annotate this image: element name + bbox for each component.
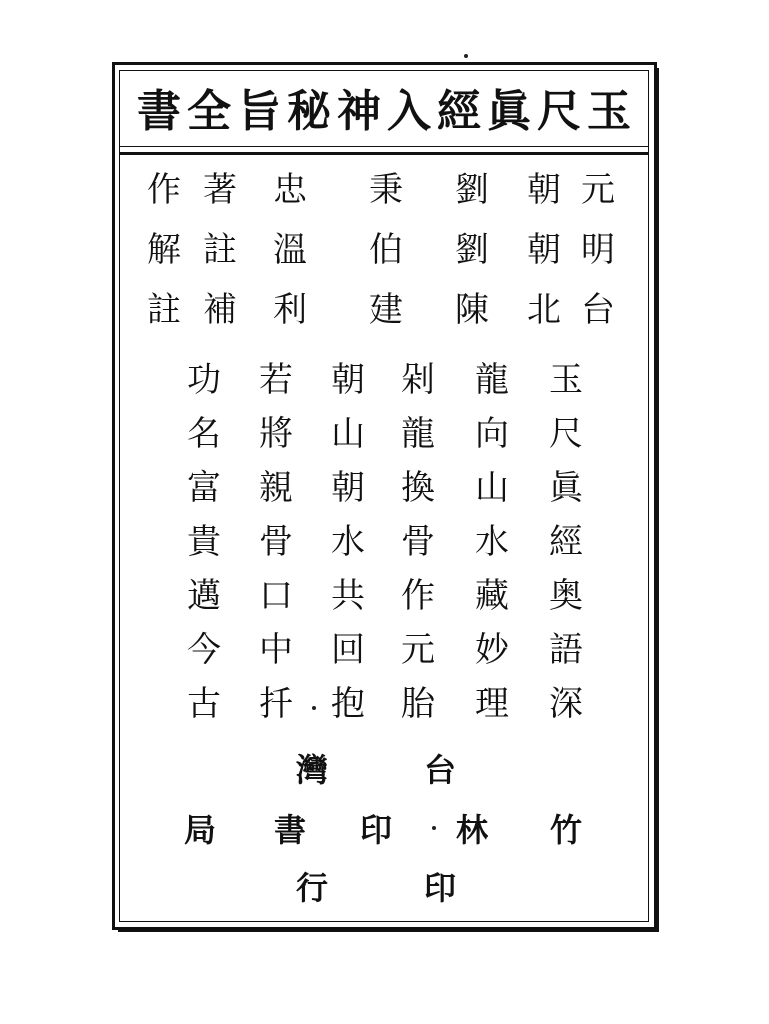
poem-char: 扦	[259, 684, 293, 724]
poem-char: 山	[475, 468, 509, 508]
poem-char: 龍	[475, 360, 509, 400]
poem-char: 經	[549, 522, 583, 562]
poem-char: 共	[331, 576, 365, 616]
title-char: 尺	[537, 86, 581, 137]
author-role-char: 註	[203, 230, 237, 270]
publisher-name-char: 林	[455, 811, 488, 849]
author-name-char: 陳	[455, 290, 489, 330]
author-name-char: 劉	[455, 230, 489, 270]
poem-char: 中	[259, 630, 293, 670]
author-name-char: 溫	[273, 230, 307, 270]
publisher-region-char: 台	[423, 751, 456, 789]
author-role-char: 著	[203, 170, 237, 210]
poem-char: 富	[187, 468, 221, 508]
poem-char: 朝	[331, 468, 365, 508]
poem-char: 理	[475, 684, 509, 724]
author-name-char: 建	[369, 290, 403, 330]
poem-char: 水	[475, 522, 509, 562]
title-divider	[120, 146, 648, 147]
poem-char: 山	[331, 414, 365, 454]
title-char: 書	[137, 86, 181, 137]
author-role-char: 作	[147, 170, 181, 210]
print-speck	[432, 826, 436, 830]
book-title	[120, 84, 648, 140]
poem-char: 名	[187, 414, 221, 454]
poem-char: 深	[549, 684, 583, 724]
author-role-char: 解	[147, 230, 181, 270]
poem-char: 作	[401, 576, 435, 616]
title-char: 全	[187, 86, 231, 137]
publisher-name-char: 局	[183, 811, 216, 849]
author-role-char: 註	[147, 290, 181, 330]
poem-char: 龍	[401, 414, 435, 454]
publisher-name-char: 印	[359, 811, 392, 849]
poem-char: 功	[187, 360, 221, 400]
poem-char: 胎	[401, 684, 435, 724]
author-era-char: 朝	[527, 170, 561, 210]
author-era-char: 朝	[527, 230, 561, 270]
author-era-char: 元	[581, 170, 615, 210]
poem-char: 骨	[401, 522, 435, 562]
author-era-char: 北	[527, 290, 561, 330]
title-char: 秘	[287, 86, 331, 137]
title-char: 經	[437, 86, 481, 137]
publisher-action-char: 行	[295, 869, 328, 907]
poem-char: 元	[401, 630, 435, 670]
print-speck	[312, 706, 316, 710]
poem-char: 妙	[475, 630, 509, 670]
author-name-char: 秉	[369, 170, 403, 210]
border-shadow-bottom	[118, 928, 658, 932]
title-divider-thick	[120, 152, 648, 155]
poem-char: 回	[331, 630, 365, 670]
poem-char: 尺	[549, 414, 583, 454]
poem-char: 骨	[259, 522, 293, 562]
author-name-char: 劉	[455, 170, 489, 210]
border-shadow-right	[655, 68, 659, 932]
poem-char: 邁	[187, 576, 221, 616]
poem-char: 玉	[549, 360, 583, 400]
publisher-name-char: 竹	[549, 811, 582, 849]
title-char: 玉	[587, 86, 631, 137]
title-char: 旨	[237, 86, 281, 137]
title-char: 入	[387, 86, 431, 137]
poem-char: 奥	[549, 576, 583, 616]
author-era-char: 明	[581, 230, 615, 270]
poem-char: 藏	[475, 576, 509, 616]
poem-char: 今	[187, 630, 221, 670]
poem-char: 眞	[549, 468, 583, 508]
author-name-char: 伯	[369, 230, 403, 270]
author-era-char: 台	[581, 290, 615, 330]
title-char: 眞	[487, 86, 531, 137]
poem-char: 若	[259, 360, 293, 400]
print-speck	[464, 54, 468, 58]
author-role-char: 補	[203, 290, 237, 330]
author-name-char: 忠	[273, 170, 307, 210]
poem-char: 將	[259, 414, 293, 454]
poem-char: 水	[331, 522, 365, 562]
poem-char: 朝	[331, 360, 365, 400]
poem-char: 剁	[401, 360, 435, 400]
poem-char: 抱	[331, 684, 365, 724]
poem-char: 口	[259, 576, 293, 616]
publisher-name-char: 書	[273, 811, 306, 849]
poem-char: 向	[475, 414, 509, 454]
publisher-region-char: 灣	[295, 751, 328, 789]
title-char: 神	[337, 86, 381, 137]
poem-char: 貴	[187, 522, 221, 562]
author-name-char: 利	[273, 290, 307, 330]
poem-char: 親	[259, 468, 293, 508]
publisher-action-char: 印	[423, 869, 456, 907]
poem-char: 換	[401, 468, 435, 508]
poem-char: 語	[549, 630, 583, 670]
poem-char: 古	[187, 684, 221, 724]
